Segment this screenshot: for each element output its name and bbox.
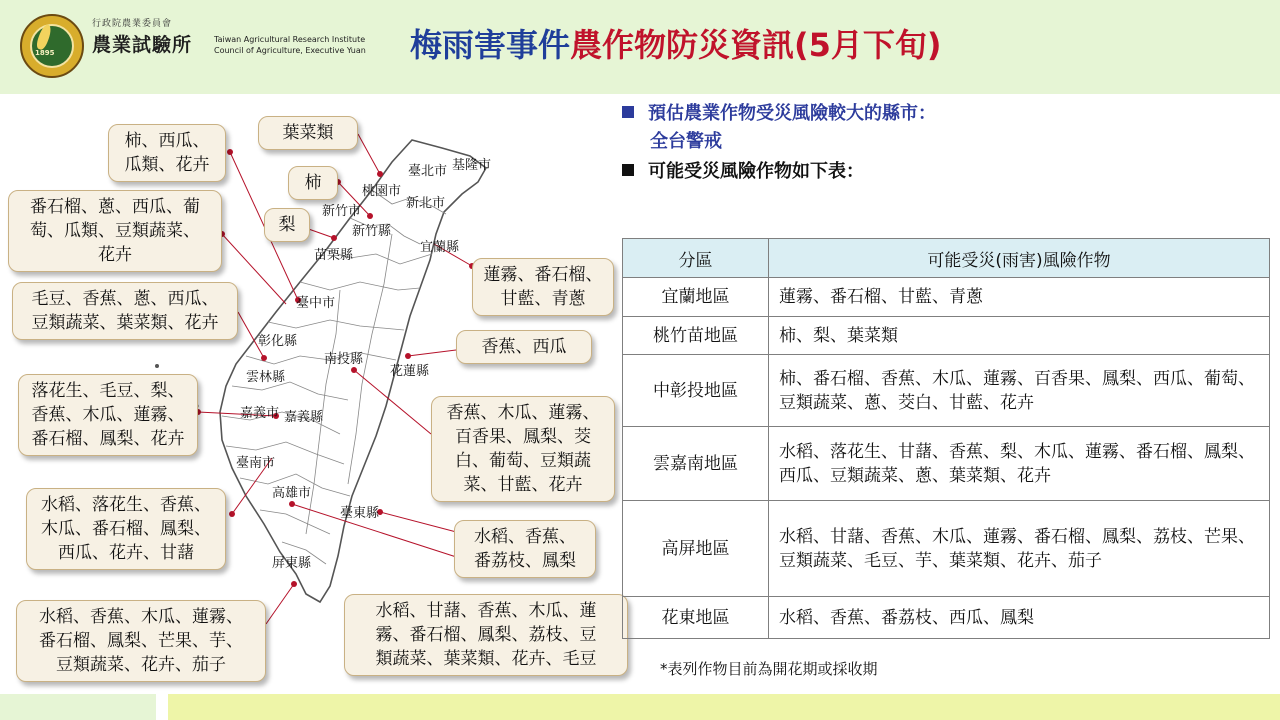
bullet-text: 預估農業作物受災風險較大的縣市： — [648, 103, 936, 124]
county-label-newtaipei: 新北市 — [406, 196, 446, 211]
county-label-chiayi-county: 嘉義縣 — [284, 410, 324, 425]
callout-line: 西瓜、花卉、甘藷 — [58, 543, 194, 563]
callout-line: 水稻、落花生、香蕉、 — [41, 495, 211, 515]
bullet-high-risk — [622, 100, 1262, 128]
county-label-hualien: 花蓮縣 — [390, 364, 430, 379]
callout-line: 香蕉、西瓜 — [481, 337, 567, 357]
page-title — [410, 20, 942, 66]
table-cell-region: 桃竹苗地區 — [623, 317, 769, 355]
institute-name — [92, 16, 372, 76]
county-label-kaohsiung: 高雄市 — [272, 486, 312, 501]
callout-line: 類蔬菜、葉菜類、花卉、毛豆 — [375, 649, 597, 669]
callout-changhua-yunlin — [18, 374, 198, 456]
callout-taichung — [12, 282, 238, 340]
county-label-yilan: 宜蘭縣 — [420, 240, 460, 255]
callout-line: 柿、西瓜、 — [124, 131, 210, 151]
callout-line: 菜、甘藍、花卉 — [463, 475, 583, 495]
callout-line: 豆類蔬菜、葉菜類、花卉 — [31, 313, 219, 333]
org-english-line2: Council of Agriculture, Executive Yuan — [214, 46, 366, 55]
county-label-changhua: 彰化縣 — [258, 334, 298, 349]
table-cell-crops: 水稻、甘藷、香蕉、木瓜、蓮霧、番石榴、鳳梨、荔枝、芒果、豆類蔬菜、毛豆、芋、葉菜類、花卉、茄子 — [769, 501, 1270, 597]
footer-strip-right — [168, 694, 1280, 720]
callout-line: 木瓜、番石榴、鳳梨、 — [41, 519, 211, 539]
callout-line: 蓮霧、番石榴、 — [483, 265, 603, 285]
callout-line: 香蕉、木瓜、蓮霧、 — [446, 403, 600, 423]
county-label-pingtung: 屏東縣 — [272, 556, 312, 571]
county-label-tainan: 臺南市 — [236, 456, 276, 471]
callout-line: 柿 — [304, 173, 322, 193]
table-cell-region: 中彰投地區 — [623, 355, 769, 427]
info-bullets — [622, 100, 1262, 186]
table-cell-crops: 蓮霧、番石榴、甘藍、青蔥 — [769, 278, 1270, 317]
bullet-crop-table-intro — [622, 158, 1262, 186]
table-cell-crops: 水稻、落花生、甘藷、香蕉、梨、木瓜、蓮霧、番石榴、鳳梨、西瓜、豆類蔬菜、蔥、葉菜類、花卉 — [769, 427, 1270, 501]
table-header-region: 分區 — [623, 239, 769, 278]
bullet-square-icon — [622, 106, 634, 118]
callout-line: 葉菜類 — [282, 123, 334, 143]
org-parent-name: 行政院農業委員會 — [92, 19, 173, 29]
callout-hualien — [456, 330, 592, 364]
callout-line: 毛豆、香蕉、蔥、西瓜、 — [31, 289, 219, 309]
table-cell-region: 宜蘭地區 — [623, 278, 769, 317]
table-row — [623, 278, 1270, 317]
table-cell-crops: 柿、梨、葉菜類 — [769, 317, 1270, 355]
callout-line: 水稻、香蕉、 — [474, 527, 576, 547]
callout-line: 梨 — [278, 215, 296, 235]
org-english-line1: Taiwan Agricultural Research Institute — [214, 35, 366, 44]
callout-line: 落花生、毛豆、梨、 — [31, 381, 185, 401]
org-chinese-name: 農業試驗所 — [92, 34, 193, 56]
table-cell-region: 高屏地區 — [623, 501, 769, 597]
institute-logo — [20, 14, 84, 78]
callout-miaoli — [8, 190, 222, 272]
table-row — [623, 317, 1270, 355]
crop-risk-table — [622, 238, 1270, 639]
county-label-keelung: 基隆市 — [452, 158, 492, 173]
callout-line: 番石榴、鳳梨、芒果、芋、 — [39, 631, 243, 651]
table-cell-region: 雲嘉南地區 — [623, 427, 769, 501]
callout-line: 番石榴、鳳梨、花卉 — [31, 429, 185, 449]
county-label-taipei: 臺北市 — [408, 164, 448, 179]
county-label-hsinchu-county: 新竹縣 — [352, 224, 392, 239]
callout-hsinchu-city — [288, 166, 338, 200]
callout-line: 水稻、香蕉、木瓜、蓮霧、 — [39, 607, 243, 627]
logo-year: 1895 — [35, 49, 55, 57]
table-row — [623, 597, 1270, 639]
title-info: 農作物防災資訊(5月下旬) — [570, 26, 942, 64]
callout-line: 萄、瓜類、豆類蔬菜、 — [30, 221, 200, 241]
county-label-hsinchu-city: 新竹市 — [322, 204, 362, 219]
callout-line: 甘藍、青蔥 — [500, 289, 586, 309]
org-english-name — [214, 34, 374, 56]
callout-tainan — [26, 488, 226, 570]
callout-pingtung — [16, 600, 266, 682]
footer-strip-left — [0, 694, 156, 720]
county-label-chiayi-city: 嘉義市 — [240, 406, 280, 421]
table-cell-crops: 水稻、香蕉、番荔枝、西瓜、鳳梨 — [769, 597, 1270, 639]
callout-taitung — [454, 520, 596, 578]
taiwan-map — [0, 94, 640, 694]
callout-taipei-city — [108, 124, 226, 182]
table-cell-region: 花東地區 — [623, 597, 769, 639]
callout-line: 番石榴、蔥、西瓜、葡 — [30, 197, 200, 217]
table-row — [623, 427, 1270, 501]
table-row — [623, 355, 1270, 427]
table-row — [623, 501, 1270, 597]
county-label-nantou: 南投縣 — [324, 352, 364, 367]
callout-line: 霧、番石榴、鳳梨、荔枝、豆 — [375, 625, 597, 645]
bullet-square-icon — [622, 164, 634, 176]
bullet-text: 可能受災風險作物如下表： — [648, 161, 864, 182]
callout-line: 豆類蔬菜、花卉、茄子 — [56, 655, 226, 675]
bullet-alert-level: 全台警戒 — [650, 131, 722, 152]
callout-line: 花卉 — [98, 245, 132, 265]
county-label-taitung: 臺東縣 — [340, 506, 380, 521]
table-cell-crops: 柿、番石榴、香蕉、木瓜、蓮霧、百香果、鳳梨、西瓜、葡萄、豆類蔬菜、蔥、茭白、甘藍、花卉 — [769, 355, 1270, 427]
callout-line: 香蕉、木瓜、蓮霧、 — [31, 405, 185, 425]
table-header-crops: 可能受災(雨害)風險作物 — [769, 239, 1270, 278]
callout-line: 百香果、鳳梨、茭 — [455, 427, 591, 447]
footnote: *表列作物目前為開花期或採收期 — [660, 660, 878, 678]
callout-line: 番荔枝、鳳梨 — [474, 551, 576, 571]
callout-yilan — [472, 258, 614, 316]
county-label-taichung: 臺中市 — [296, 296, 336, 311]
callout-kaohsiung — [344, 594, 628, 676]
header-banner — [0, 0, 1280, 94]
county-label-taoyuan: 桃園市 — [362, 184, 402, 199]
callout-nantou — [431, 396, 615, 502]
table-header-row — [623, 239, 1270, 278]
callout-line: 白、葡萄、豆類蔬 — [455, 451, 591, 471]
callout-line: 水稻、甘藷、香蕉、木瓜、蓮 — [375, 601, 597, 621]
callout-taoyuan — [258, 116, 358, 150]
county-label-yunlin: 雲林縣 — [246, 370, 286, 385]
county-label-miaoli: 苗栗縣 — [314, 248, 354, 263]
callout-line: 瓜類、花卉 — [124, 155, 210, 175]
callout-hsinchu-county — [264, 208, 310, 242]
title-event: 梅雨害事件 — [410, 26, 571, 64]
